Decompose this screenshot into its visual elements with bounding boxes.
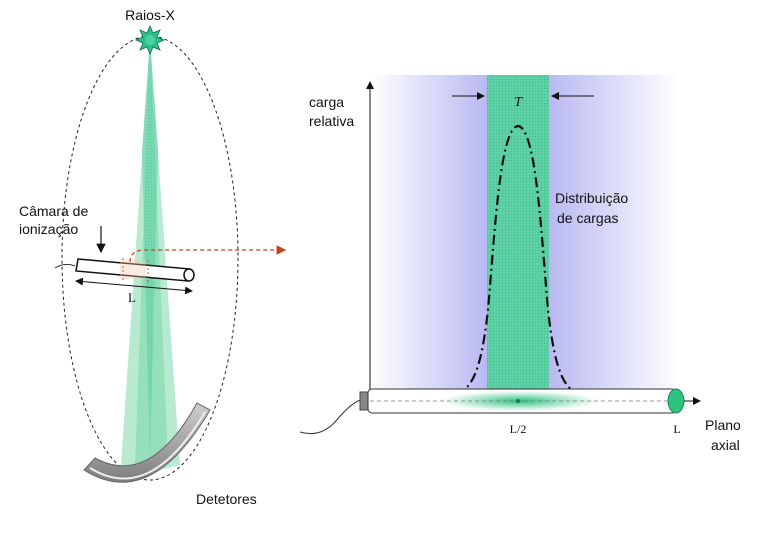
x-axis-label-line1: Plano bbox=[705, 417, 741, 433]
end-label: L bbox=[673, 422, 681, 436]
length-label: L bbox=[128, 290, 136, 305]
y-axis-label-line2: relativa bbox=[309, 113, 355, 129]
xray-label: Raios-X bbox=[125, 7, 175, 23]
charge-profile-figure bbox=[300, 75, 741, 453]
x-axis-label-line2: axial bbox=[711, 437, 740, 453]
chamber-label-line2: ionização bbox=[19, 221, 79, 237]
chamber-tube bbox=[300, 389, 700, 434]
xray-source-icon bbox=[136, 26, 164, 54]
distribution-label-line2: de cargas bbox=[557, 210, 619, 226]
mid-label: L/2 bbox=[509, 422, 527, 436]
y-axis-label-line1: carga bbox=[309, 94, 345, 110]
beam-width-label: T bbox=[514, 95, 522, 110]
scanner-figure bbox=[19, 7, 285, 507]
beam-slab bbox=[487, 75, 549, 390]
detectors-label: Detetores bbox=[196, 491, 257, 507]
distribution-label-line1: Distribuição bbox=[555, 190, 629, 206]
ionization-chamber bbox=[55, 258, 194, 284]
right-glow bbox=[549, 75, 680, 390]
chamber-label-line1: Câmara de bbox=[19, 203, 89, 219]
tube-mid-marker bbox=[516, 399, 520, 403]
left-glow bbox=[370, 75, 487, 390]
